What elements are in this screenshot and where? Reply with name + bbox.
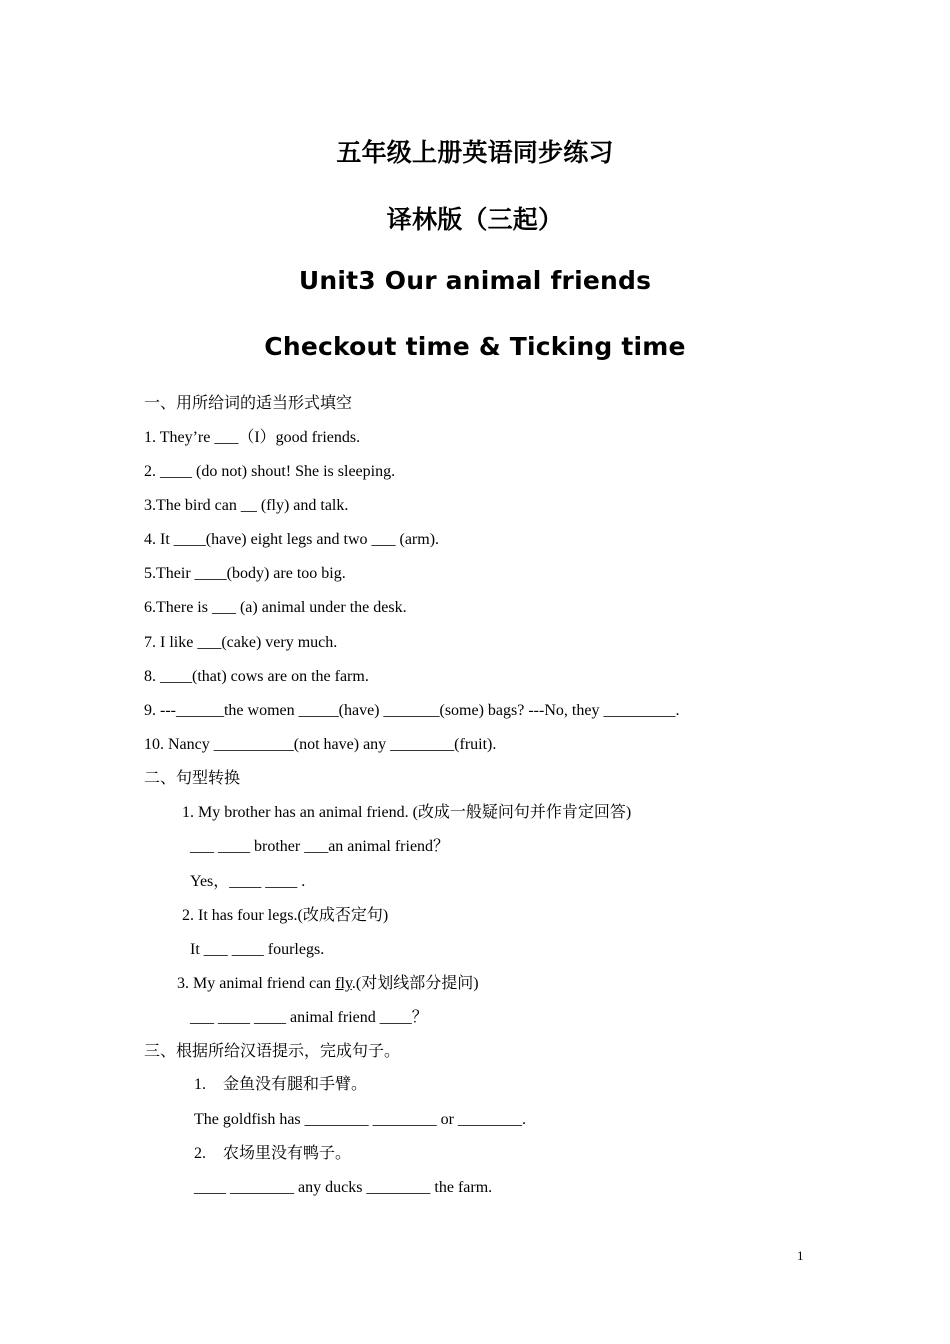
part2-question-1-answer-line: Yes，____ ____ . (190, 873, 306, 890)
part3-question-1-english: The goldfish has ________ ________ or ________. (194, 1111, 526, 1128)
part3-question-1-chinese: 金鱼没有腿和手臂。 (223, 1076, 368, 1093)
part2-question-2: 2. It has four legs.(改成否定句) (182, 907, 389, 924)
part1-item-9: 9. ---______the women _____(have) _______(some) bags? ---No, they _________. (144, 702, 680, 719)
part1-item-6: 6.There is ___ (a) animal under the desk. (144, 599, 407, 616)
part1-item-2: 2. ____ (do not) shout! She is sleeping. (144, 463, 396, 480)
part1-item-4: 4. It ____(have) eight legs and two ___ (arm). (144, 531, 440, 548)
part2-question-3-text-before: 3. My animal friend can (177, 975, 336, 992)
part3-heading: 三、根据所给汉语提示，完成句子。 (144, 1043, 401, 1060)
part1-item-10: 10. Nancy __________(not have) any ________(fruit). (144, 736, 497, 753)
part1-item-5: 5.Their ____(body) are too big. (144, 565, 346, 582)
part1-item-1: 1. They’re ___（I）good friends. (144, 429, 361, 446)
part3-question-1-number: 1. (194, 1076, 206, 1093)
part3-question-2-number: 2. (194, 1145, 206, 1162)
part3-question-2-chinese: 农场里没有鸭子。 (223, 1145, 352, 1162)
part2-question-3-underlined-word: fly (335, 975, 352, 992)
part1-item-3: 3.The bird can __ (fly) and talk. (144, 497, 349, 514)
part1-item-8: 8. ____(that) cows are on the farm. (144, 668, 369, 685)
part2-question-1: 1. My brother has an animal friend. (改成一般疑问句并作肯定回答) (182, 804, 632, 821)
document-title: 五年级上册英语同步练习 (336, 138, 614, 167)
part3-question-2-english: ____ ________ any ducks ________ the farm. (194, 1179, 493, 1196)
part2-question-1-blank-line: ___ ____ brother ___an animal friend？ (190, 838, 450, 855)
part2-heading: 二、句型转换 (144, 770, 241, 787)
part2-question-3-text-after: .(对划线部分提问) (351, 975, 479, 992)
part2-question-2-blank-line: It ___ ____ fourlegs. (190, 941, 325, 958)
part2-question-3 (177, 974, 479, 994)
part1-heading: 一、用所给词的适当形式填空 (144, 395, 353, 412)
page-number: 1 (797, 1248, 804, 1263)
part2-question-3-blank-line: ___ ____ ____ animal friend ____？ (190, 1009, 428, 1026)
part1-item-7: 7. I like ___(cake) very much. (144, 634, 338, 651)
unit-title: Unit3 Our animal friends (298, 266, 652, 295)
section-title: Checkout time & Ticking time (264, 332, 686, 361)
edition-title: 译林版（三起） (386, 205, 564, 234)
